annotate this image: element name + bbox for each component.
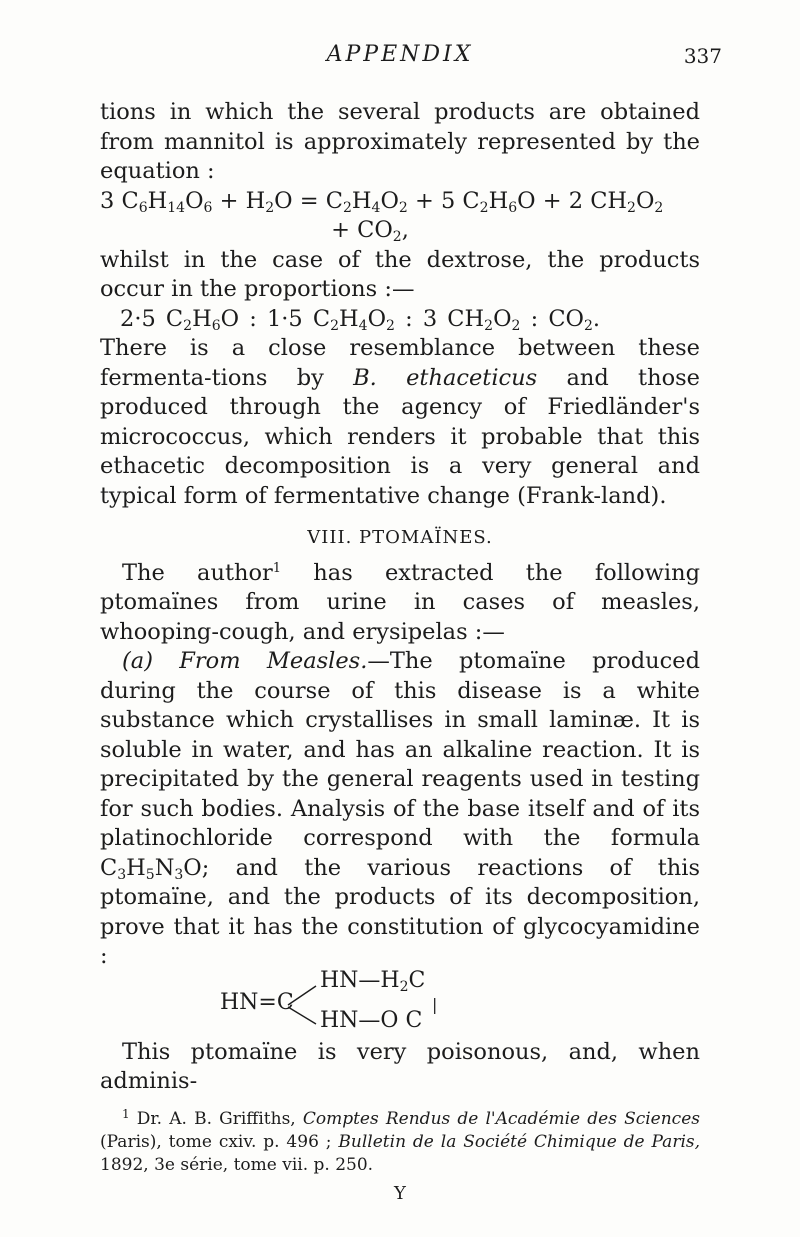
structure-left: HN=C — [220, 989, 294, 1015]
structure-bottom: HN—O C — [320, 1007, 423, 1033]
structure-top: $HN—H_2C$ — [320, 967, 426, 995]
paragraph-dextrose: whilst in the case of the dextrose, the products occur in the proportions :— — [100, 246, 700, 302]
proportions-formula: 2·5 $C_2H_6O$ : 1·5 $C_2H_4O_2$ : 3 $CH_2O_2$ : $CO_2$. — [120, 305, 601, 334]
paragraph-measles: (a) From Measles.—The ptomaïne produced during the course of this disease is a white substance which crystallises in small laminæ. It is soluble in water, and has an alkaline reaction. It is precipitated by the general reagents used in testing for such bodies. Analysis of the base itself and of its platinochloride correspond with the formula $C_3H_5N_3O$; and the various reactions of this ptomaïne, and the products of its decomposition, prove that it has the constitution of glycocyamidine : — [100, 648, 700, 969]
paragraph-resemblance: There is a close resemblance between these fermenta-tions by B. ethaceticus and those produced through the agency of Friedländer's micrococcus, which renders it probable that this ethacetic decomposition is a very general and typical form of fermentative change (Frank-land). — [100, 335, 701, 509]
page-header — [100, 42, 722, 76]
paragraph-poisonous: This ptomaïne is very poisonous, and, when adminis- — [100, 1038, 700, 1094]
paragraph-author: The author$^1$ has extracted the following ptomaïnes from urine in cases of measles, whooping-cough, and erysipelas :— — [100, 559, 700, 645]
section-heading: VIII. PTOMAÏNES. — [307, 527, 493, 548]
footnote-reference: 1 — [272, 560, 282, 576]
equation-line-2: + $CO_2$, — [331, 217, 409, 245]
glycocyamidine-structure — [220, 967, 700, 1038]
paragraph-continued: tions in which the several products are obtained from mannitol is approximately represented by the equation : — [100, 99, 700, 184]
equation-line-1: 3 $C_6H_{14}O_6 + H_2O = C_2H_4O_2 + 5$ $C_2H_6O + 2$ $CH_2O_2$ — [100, 187, 664, 216]
page-number: 337 — [683, 44, 722, 68]
running-head: APPENDIX — [326, 42, 474, 67]
page-body — [100, 98, 700, 1208]
signature-mark: Y — [394, 1182, 406, 1204]
footnote: $^1$ Dr. A. B. Griffiths, Comptes Rendus de l'Académie des Sciences (Paris), tome cxiv. p. 496 ; Bulletin de la Société Chimique de Paris, 1892, 3e série, tome vii. p. 250. — [100, 1106, 701, 1175]
footnote-mark: 1 — [122, 1106, 130, 1121]
structure-vertical-bond: | — [432, 994, 438, 1014]
